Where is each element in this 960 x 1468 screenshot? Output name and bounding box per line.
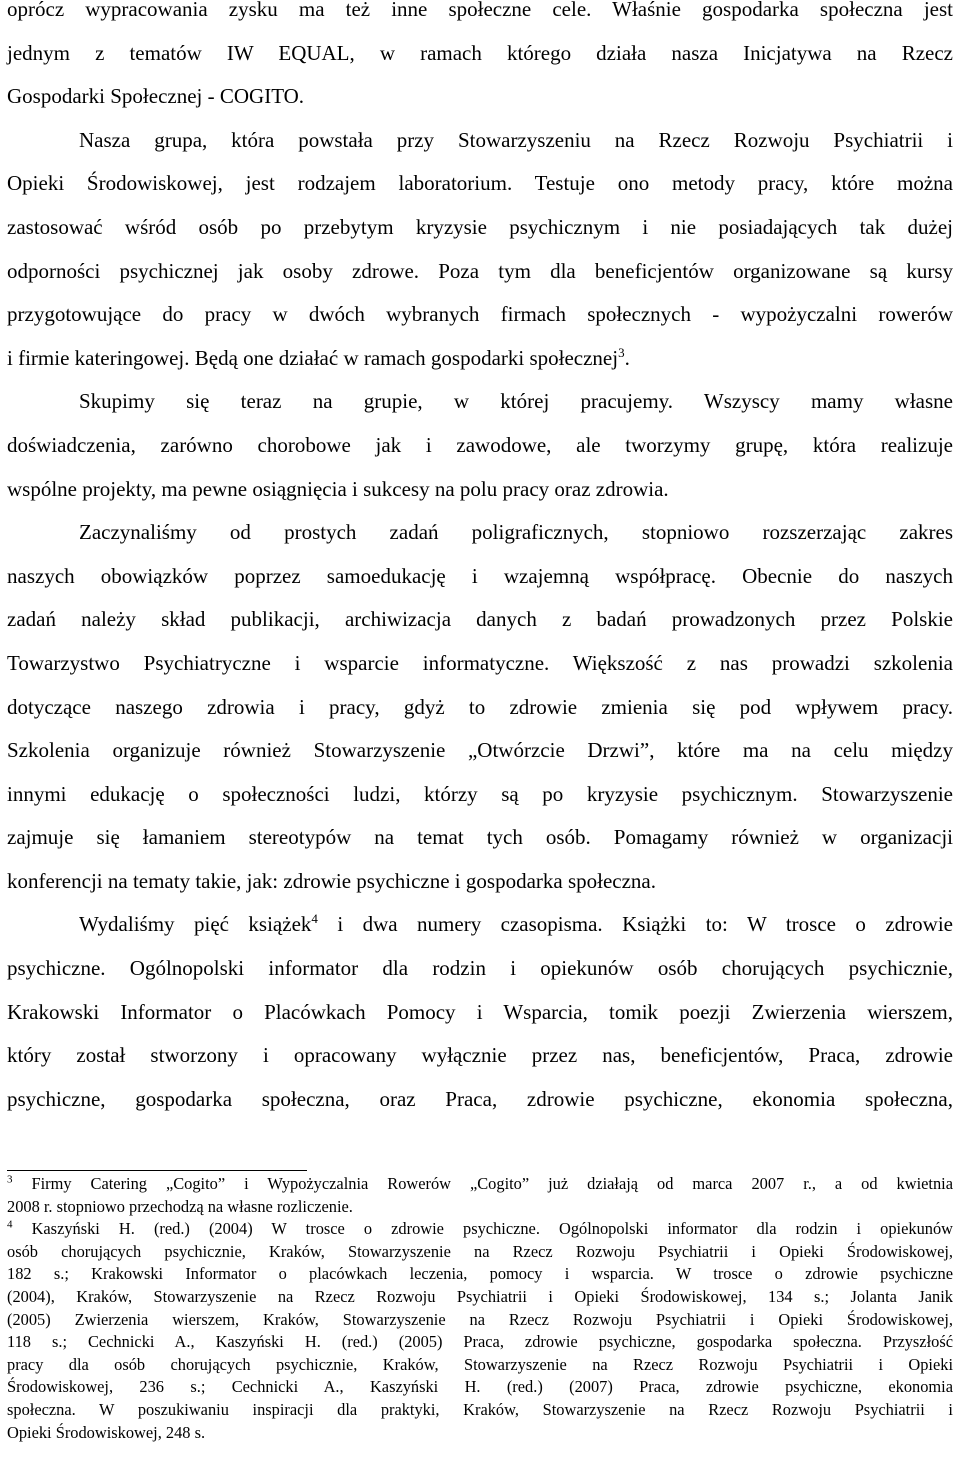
footnotes [7, 1173, 953, 1444]
text-line: wspólne projekty, ma pewne osiągnięcia i sukcesy na polu pracy oraz zdrowia. [7, 476, 669, 501]
text-line: Zaczynaliśmy od prostych zadań poligraficznych, stopniowo rozszerzając zakres [79, 520, 953, 545]
footnote-3-line: 2008 r. stopniowo przechodzą na własne rozliczenie. [7, 1196, 353, 1216]
text-line-with-footnote [7, 337, 953, 381]
footnote-4-line: 182 s.; Krakowski Informator o placówkach leczenia, pomocy i wsparcia. W trosce o zdrowie psychiczne [7, 1264, 953, 1284]
text-line: zadań należy skład publikacji, archiwizacja danych z badań prowadzonych przez Polskie [7, 607, 953, 632]
footnote-3-line [7, 1173, 953, 1196]
text-line: Skupimy się teraz na grupie, w której pracujemy. Wszyscy mamy własne [79, 389, 953, 414]
footnote-4-line: Opieki Środowiskowej, 248 s. [7, 1422, 206, 1442]
footnote-4-line: Środowiskowej, 236 s.; Cechnicki A., Kaszyński H. (red.) (2007) Praca, zdrowie psychiczne, ekonomia [7, 1377, 953, 1397]
text-line: dotyczące naszego zdrowia i pracy, gdyż to zdrowie zmienia się pod wpływem pracy. [7, 694, 953, 719]
text-line-with-footnote [7, 903, 953, 947]
footnote-ref-4[interactable]: 4 [311, 911, 318, 927]
text-line: psychiczne, gospodarka społeczna, oraz Praca, zdrowie psychiczne, ekonomia społeczna, [7, 1086, 953, 1111]
text-line: który został stworzony i opracowany wyłącznie przez nas, beneficjentów, Praca, zdrowie [7, 1043, 953, 1068]
text-line: Krakowski Informator o Placówkach Pomocy i Wsparcia, tomik poezji Zwierzenia wierszem, [7, 999, 953, 1024]
footnote-marker-3: 3 [7, 1173, 13, 1186]
text-line: oprócz wypracowania zysku ma też inne społeczne cele. Właśnie gospodarka społeczna jest [7, 0, 953, 21]
text-line: psychiczne. Ogólnopolski informator dla rodzin i opiekunów osób chorujących psychicznie, [7, 956, 953, 981]
text-fragment: i dwa numery czasopisma. Książki to: W trosce o zdrowie [317, 912, 953, 937]
text-fragment: . [624, 345, 630, 370]
text-line: Gospodarki Społecznej - COGITO. [7, 84, 305, 109]
text-line: odporności psychicznej jak osoby zdrowe. Poza tym dla beneficjentów organizowane są kursy [7, 258, 953, 283]
footnote-4-line: 118 s.; Cechnicki A., Kaszyński H. (red.) (2005) Praca, zdrowie psychiczne, gospodarka społeczna. Przyszłość [7, 1332, 953, 1352]
footnote-4-line: (2005) Zwierzenia wierszem, Kraków, Stowarzyszenie na Rzecz Rozwoju Psychiatrii i Opieki Środowiskowej, [7, 1309, 953, 1329]
footnote-4-line: pracy dla osób chorujących psychicznie, Kraków, Stowarzyszenie na Rzecz Rozwoju Psychiatrii i Opieki [7, 1354, 953, 1374]
body-text [7, 0, 953, 1121]
footnote-4-line [7, 1218, 953, 1241]
text-line: Szkolenia organizuje również Stowarzyszenie „Otwórzcie Drzwi”, które ma na celu między [7, 738, 953, 763]
footnote-text: Kaszyński H. (red.) (2004) W trosce o zdrowie psychiczne. Ogólnopolski informator dla rodzin i opiekunów [12, 1219, 953, 1239]
footnote-4-line: społeczna. W poszukiwaniu inspiracji dla praktyki, Kraków, Stowarzyszenie na Rzecz Rozwoju Psychiatrii i [7, 1399, 953, 1419]
text-line: Towarzystwo Psychiatryczne i wsparcie informatyczne. Większość z nas prowadzi szkolenia [7, 650, 953, 675]
footnote-4-line: osób chorujących psychicznie, Kraków, Stowarzyszenie na Rzecz Rozwoju Psychiatrii i Opieki Środowiskowej, [7, 1241, 953, 1261]
text-line: Nasza grupa, która powstała przy Stowarzyszeniu na Rzecz Rozwoju Psychiatrii i [79, 127, 953, 152]
footnote-separator [7, 1170, 307, 1171]
text-fragment: Wydaliśmy pięć książek [79, 912, 312, 937]
text-line: zajmuje się łamaniem stereotypów na temat tych osób. Pomagamy również w organizacji [7, 825, 953, 850]
text-line: Opieki Środowiskowej, jest rodzajem laboratorium. Testuje ono metody pracy, które można [7, 171, 953, 196]
footnote-text: Firmy Catering „Cogito” i Wypożyczalnia Rowerów „Cogito” już działają od marca 2007 r., a od kwietnia [12, 1174, 953, 1193]
text-line: konferencji na tematy takie, jak: zdrowie psychiczne i gospodarka społeczna. [7, 868, 656, 893]
text-line: przygotowujące do pracy w dwóch wybranych firmach społecznych - wypożyczalni rowerów [7, 302, 953, 327]
text-line: zastosować wśród osób po przebytym kryzysie psychicznym i nie posiadających tak dużej [7, 214, 953, 239]
document-page [7, 0, 953, 1121]
text-line: jednym z tematów IW EQUAL, w ramach którego działa nasza Inicjatywa na Rzecz [7, 40, 953, 65]
text-line: innymi edukację o społeczności ludzi, którzy są po kryzysie psychicznym. Stowarzyszenie [7, 781, 953, 806]
footnote-marker-4: 4 [7, 1218, 13, 1231]
footnote-4-line: (2004), Kraków, Stowarzyszenie na Rzecz Rozwoju Psychiatrii i Opieki Środowiskowej, 134 s.; Jolanta Janik [7, 1286, 953, 1306]
text-line: naszych obowiązków poprzez samoedukację i wzajemną współpracę. Obecnie do naszych [7, 563, 953, 588]
text-line: doświadczenia, zarówno chorobowe jak i zawodowe, ale tworzymy grupę, która realizuje [7, 432, 953, 457]
text-fragment: i firmie kateringowej. Będą one działać w ramach gospodarki społecznej [7, 345, 619, 370]
footnote-ref-3[interactable]: 3 [618, 344, 625, 360]
